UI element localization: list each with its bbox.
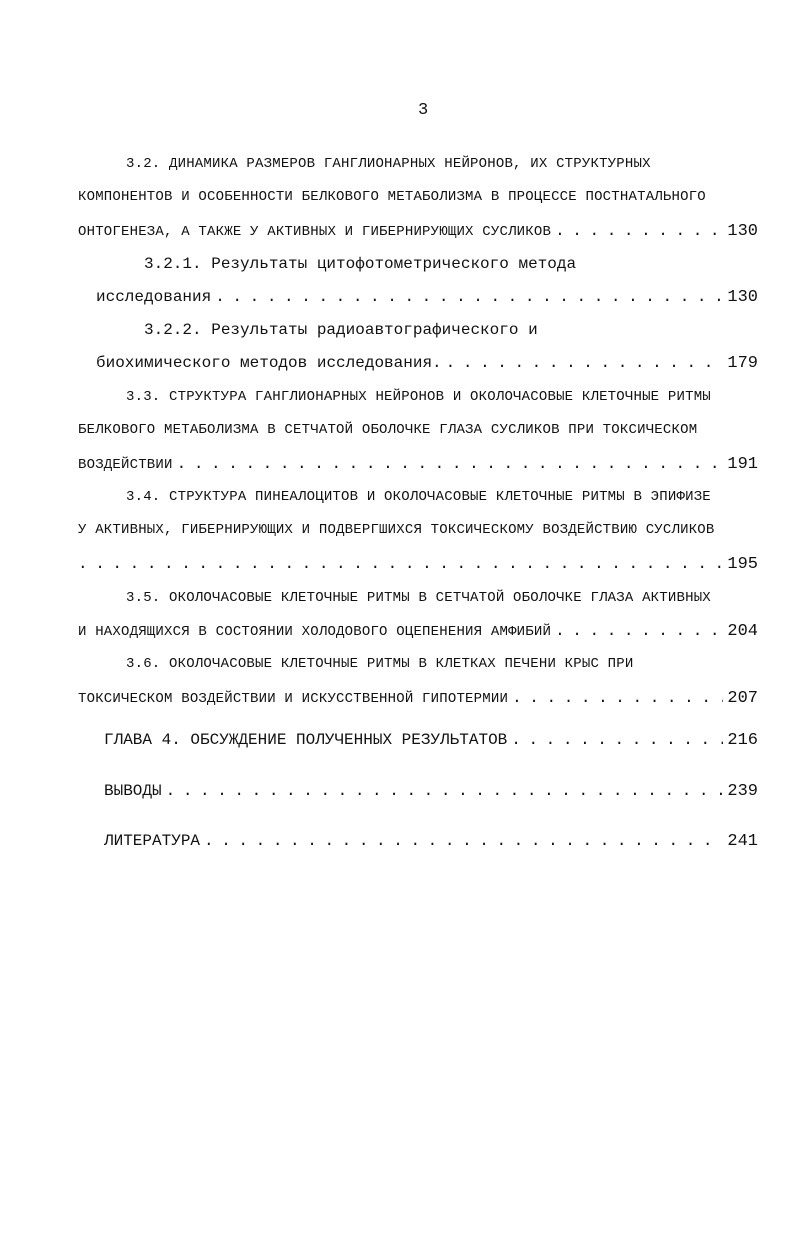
toc-row-last [104,832,758,851]
toc-page-number: 204 [727,622,758,641]
toc-entry-line: 3.2.1. Результаты цитофотометрического метода [144,255,577,273]
toc-page-number: 130 [727,222,758,241]
toc-entry-line: ЛИТЕРАТУРА [104,832,201,850]
toc-row-last [78,555,758,574]
leader-dots [166,782,724,800]
toc-entry-line: ОНТОГЕНЕЗА, А ТАКЖЕ У АКТИВНЫХ И ГИБЕРНИРУЮЩИХ СУСЛИКОВ [78,224,552,240]
leader-dots [78,555,723,573]
toc-entry-line: ТОКСИЧЕСКОМ ВОЗДЕЙСТВИИ И ИСКУССТВЕННОЙ ГИПОТЕРМИИ [78,691,509,707]
toc-row-last [78,455,758,474]
toc-page-number: 130 [727,288,758,307]
toc-row-last [78,622,758,641]
leader-dots [511,731,723,749]
toc-entry-line: 3.2. ДИНАМИКА РАЗМЕРОВ ГАНГЛИОНАРНЫХ НЕЙРОНОВ, ИХ СТРУКТУРНЫХ [126,156,651,172]
toc-entry-line: ВОЗДЕЙСТВИИ [78,457,173,473]
toc-entry-line: ГЛАВА 4. ОБСУЖДЕНИЕ ПОЛУЧЕННЫХ РЕЗУЛЬТАТОВ [104,731,508,749]
toc-entry-line: ВЫВОДЫ [104,782,162,800]
leader-dots [177,455,724,473]
toc-entry-line: БЕЛКОВОГО МЕТАБОЛИЗМА В СЕТЧАТОЙ ОБОЛОЧКЕ ГЛАЗА СУСЛИКОВ ПРИ ТОКСИЧЕСКОМ [78,422,698,438]
toc-row-last [96,288,758,307]
toc-entry-line: КОМПОНЕНТОВ И ОСОБЕННОСТИ БЕЛКОВОГО МЕТАБОЛИЗМА В ПРОЦЕССЕ ПОСТНАТАЛЬНОГО [78,189,706,205]
toc-entry-line: 3.2.2. Результаты радиоавтографического и [144,321,538,339]
toc-page-number: 241 [727,832,758,851]
toc-entry-line: 3.5. ОКОЛОЧАСОВЫЕ КЛЕТОЧНЫЕ РИТМЫ В СЕТЧАТОЙ ОБОЛОЧКЕ ГЛАЗА АКТИВНЫХ [126,590,711,606]
leader-dots [446,354,724,372]
toc-entry-line: исследования [96,288,212,306]
toc-row-last [96,354,758,373]
toc-entry-line: 3.3. СТРУКТУРА ГАНГЛИОНАРНЫХ НЕЙРОНОВ И ОКОЛОЧАСОВЫЕ КЛЕТОЧНЫЕ РИТМЫ [126,389,711,405]
toc-entry-line: 3.4. СТРУКТУРА ПИНЕАЛОЦИТОВ И ОКОЛОЧАСОВЫЕ КЛЕТОЧНЫЕ РИТМЫ В ЭПИФИЗЕ [126,489,711,505]
toc-page-number: 179 [727,354,758,373]
toc-page-number: 216 [727,731,758,750]
toc-entry-line: биохимического методов исследования. [96,354,442,372]
toc-page-number: 191 [727,455,758,474]
page-number: 3 [418,101,429,120]
toc-entry-line: 3.6. ОКОЛОЧАСОВЫЕ КЛЕТОЧНЫЕ РИТМЫ В КЛЕТКАХ ПЕЧЕНИ КРЫС ПРИ [126,656,634,672]
leader-dots [215,288,723,306]
toc-row-last [104,731,758,750]
toc-row-last [78,222,758,241]
toc-page-number: 207 [727,689,758,708]
leader-dots [512,689,723,707]
toc-page-number: 239 [727,782,758,801]
leader-dots [555,222,723,240]
toc-entry-line: И НАХОДЯЩИХСЯ В СОСТОЯНИИ ХОЛОДОВОГО ОЦЕПЕНЕНИЯ АМФИБИЙ [78,624,552,640]
toc-page-number: 195 [727,555,758,574]
toc-entry-line: У АКТИВНЫХ, ГИБЕРНИРУЮЩИХ И ПОДВЕРГШИХСЯ ТОКСИЧЕСКОМУ ВОЗДЕЙСТВИЮ СУСЛИКОВ [78,522,715,538]
toc-row-last [104,782,758,801]
toc-row-last [78,689,758,708]
leader-dots [555,622,723,640]
leader-dots [204,832,723,850]
